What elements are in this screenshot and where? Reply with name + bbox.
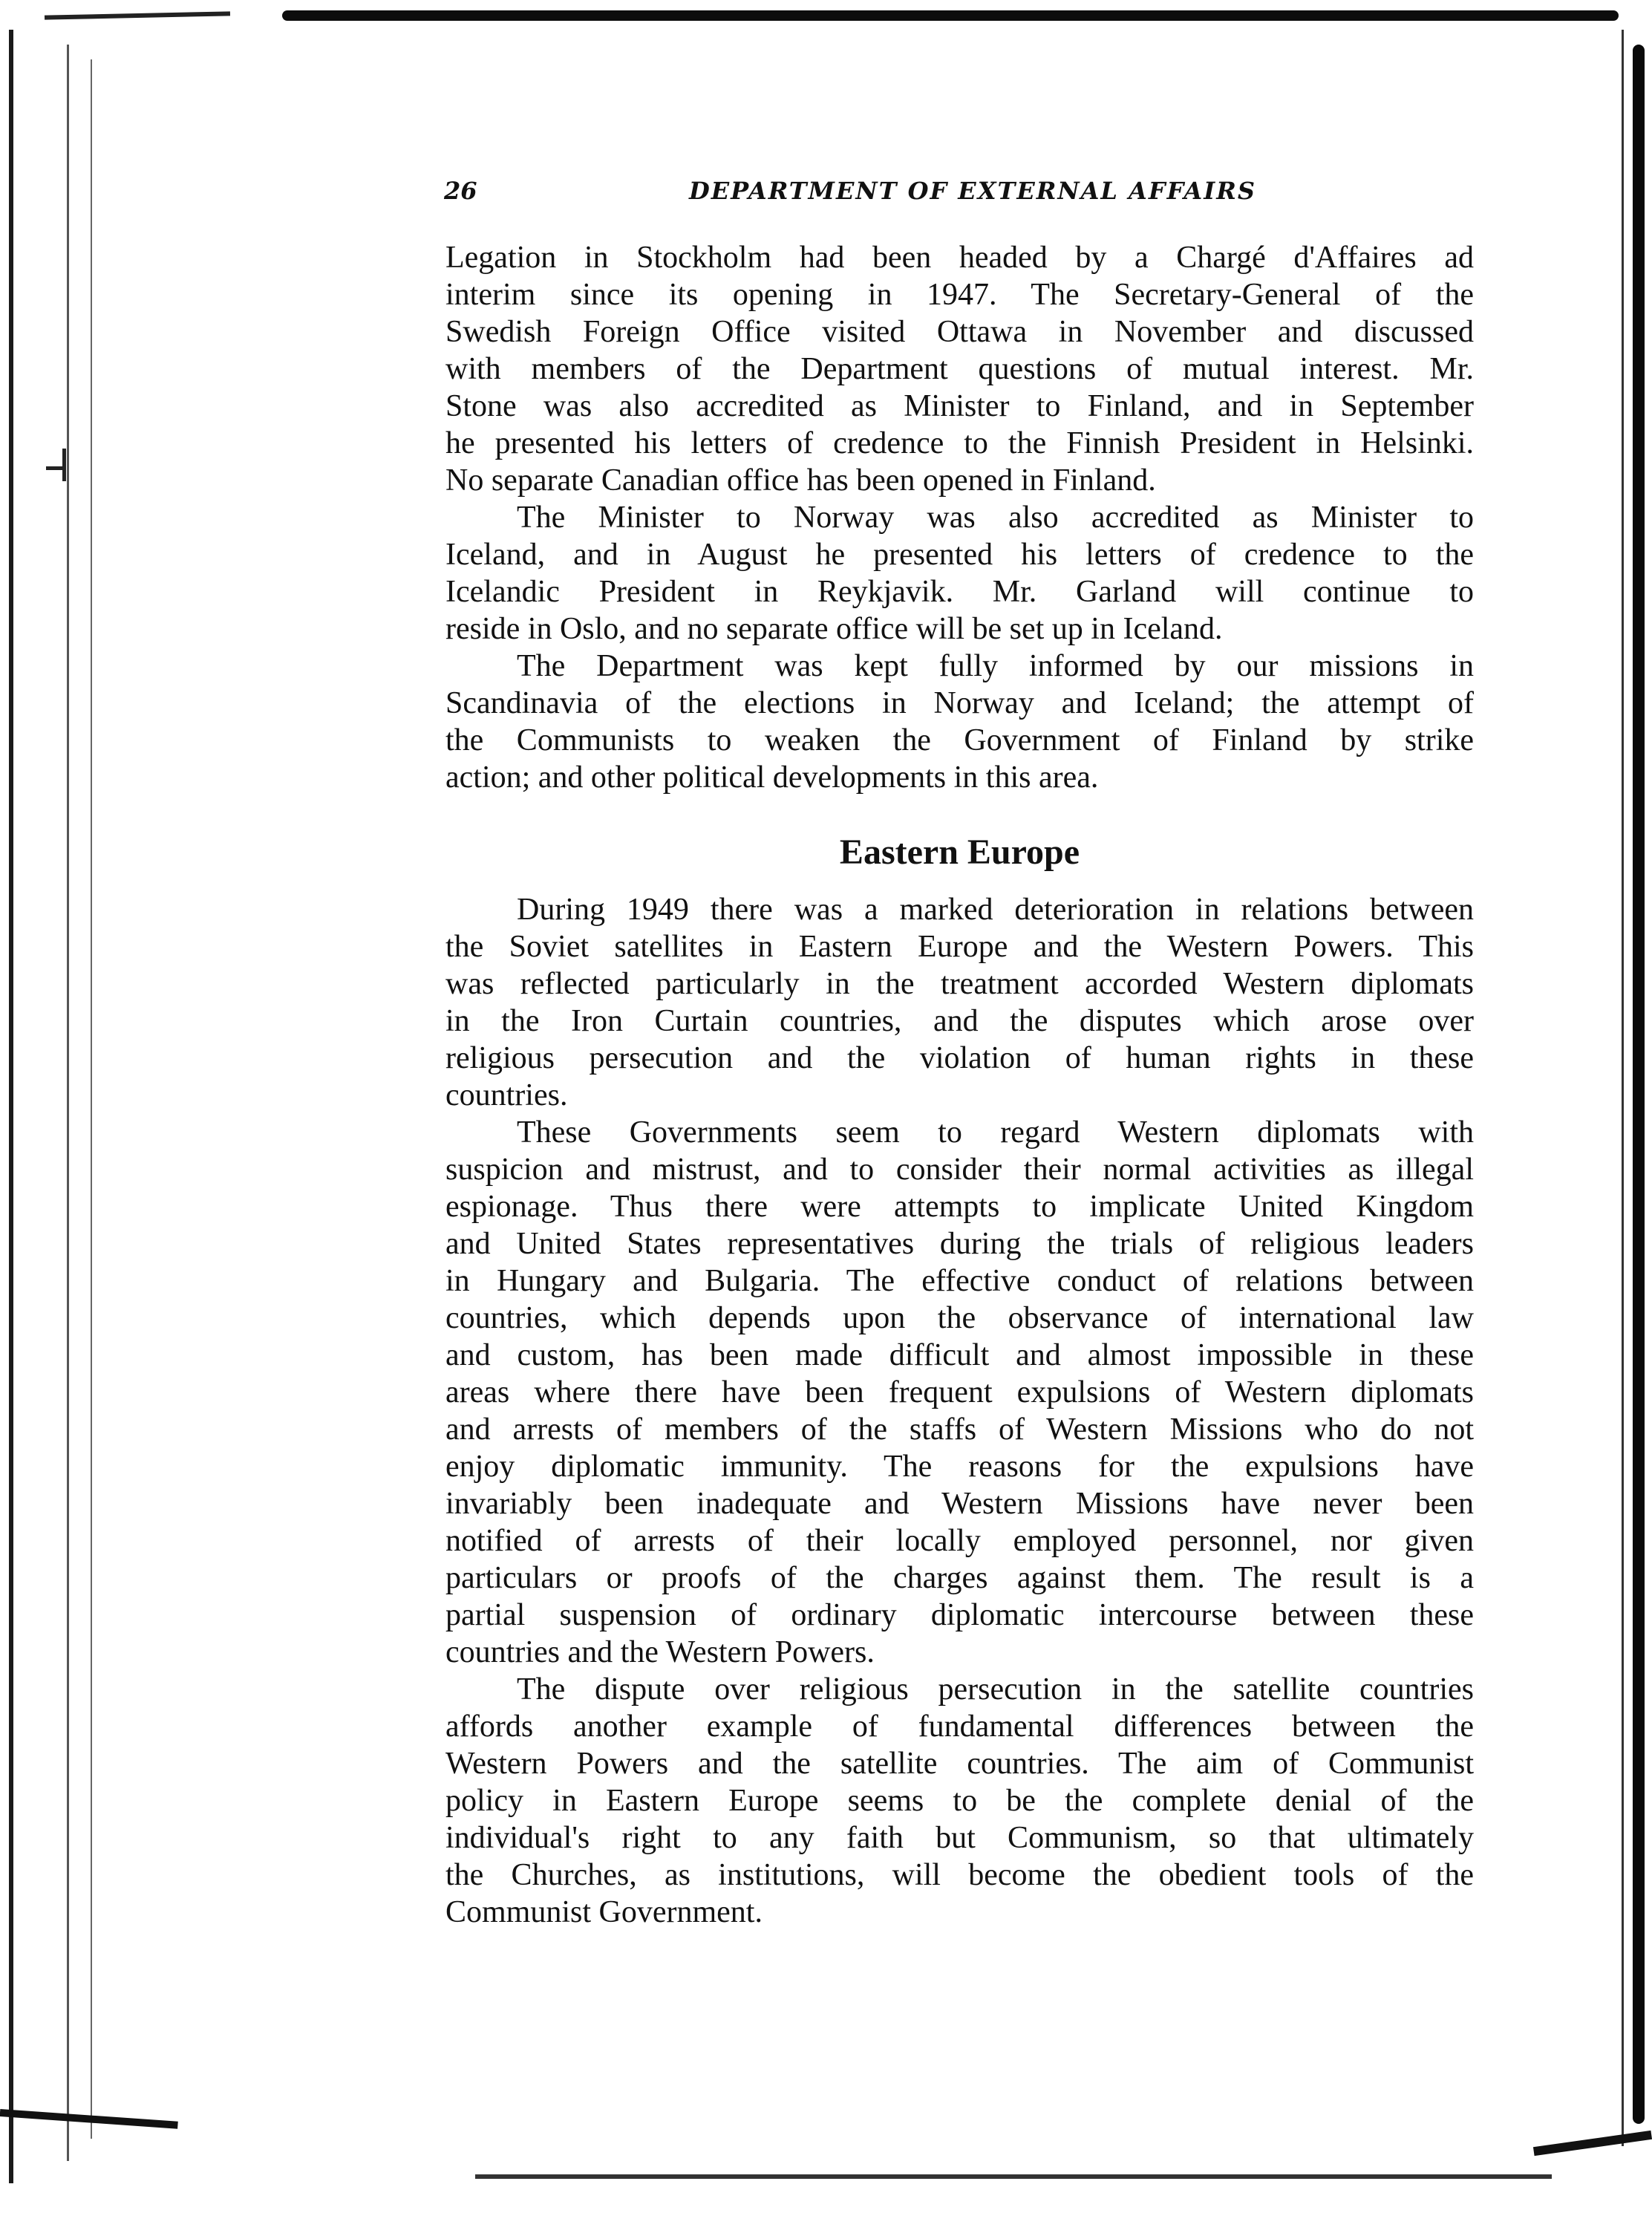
text-line: Stone was also accredited as Minister to Finland, and in September (445, 389, 1474, 423)
scan-border-left-inner (67, 45, 69, 2161)
text-line: and custom, has been made difficult and almost impossible in these (445, 1338, 1474, 1372)
text-line: areas where there have been frequent expulsions of Western diplomats (445, 1375, 1474, 1409)
text-line: notified of arrests of their locally employed personnel, nor given (445, 1524, 1474, 1558)
scan-border-bottom (475, 2174, 1552, 2179)
text-line: was reflected particularly in the treatment accorded Western diplomats (445, 967, 1474, 1001)
scan-border-left (9, 30, 13, 2183)
text-line: the Churches, as institutions, will become the obedient tools of the (445, 1858, 1474, 1892)
text-line: in Hungary and Bulgaria. The effective conduct of relations between (445, 1264, 1474, 1298)
scan-border-left-inner-2 (91, 59, 92, 2139)
scan-border-right (1633, 45, 1645, 2124)
running-head (444, 177, 1283, 214)
text-line: Swedish Foreign Office visited Ottawa in November and discussed (445, 315, 1474, 349)
scan-mark-bottom-left (0, 2109, 178, 2129)
text-line: individual's right to any faith but Communism, so that ultimately (445, 1821, 1474, 1855)
text-line: The dispute over religious persecution in the satellite countries (517, 1672, 1474, 1707)
paragraph-block-scandinavia (445, 239, 1474, 796)
page-number: 26 (444, 177, 477, 205)
text-line: enjoy diplomatic immunity. The reasons for the expulsions have (445, 1450, 1474, 1484)
text-line: particulars or proofs of the charges against them. The result is a (445, 1561, 1474, 1595)
text-line: suspicion and mistrust, and to consider their normal activities as illegal (445, 1153, 1474, 1187)
text-line: Scandinavia of the elections in Norway and Iceland; the attempt of (445, 686, 1474, 720)
text-line: countries. (445, 1078, 568, 1112)
text-line: affords another example of fundamental differences between the (445, 1709, 1474, 1744)
scan-mark-top-left (45, 11, 230, 19)
text-line: These Governments seem to regard Western diplomats with (517, 1115, 1474, 1150)
text-line: religious persecution and the violation of human rights in these (445, 1041, 1474, 1075)
text-line: The Department was kept fully informed by our missions in (517, 649, 1474, 683)
text-line: the Communists to weaken the Government of Finland by strike (445, 723, 1474, 757)
running-title: DEPARTMENT OF EXTERNAL AFFAIRS (689, 177, 1256, 205)
text-line: policy in Eastern Europe seems to be the complete denial of the (445, 1784, 1474, 1818)
text-line: interim since its opening in 1947. The Secretary-General of the (445, 278, 1474, 312)
text-line: No separate Canadian office has been opened in Finland. (445, 463, 1156, 498)
scan-border-top (282, 10, 1619, 21)
scan-margin-mark-vertical (62, 449, 66, 481)
text-line: reside in Oslo, and no separate office will be set up in Iceland. (445, 612, 1223, 646)
text-line: partial suspension of ordinary diplomatic intercourse between these (445, 1598, 1474, 1632)
text-line: Western Powers and the satellite countries. The aim of Communist (445, 1747, 1474, 1781)
text-line: and arrests of members of the staffs of Western Missions who do not (445, 1412, 1474, 1447)
text-line: in the Iron Curtain countries, and the disputes which arose over (445, 1004, 1474, 1038)
text-line: with members of the Department questions of mutual interest. Mr. (445, 352, 1474, 386)
scan-mark-bottom-right (1533, 2131, 1652, 2156)
text-line: action; and other political developments in this area. (445, 760, 1099, 795)
scan-border-right-inner (1622, 30, 1624, 2146)
text-line: the Soviet satellites in Eastern Europe and the Western Powers. This (445, 930, 1474, 964)
text-line: Icelandic President in Reykjavik. Mr. Garland will continue to (445, 575, 1474, 609)
text-line: countries, which depends upon the observance of international law (445, 1301, 1474, 1335)
text-line: invariably been inadequate and Western Missions have never been (445, 1487, 1474, 1521)
text-line: he presented his letters of credence to the Finnish President in Helsinki. (445, 426, 1474, 460)
text-line: countries and the Western Powers. (445, 1635, 875, 1669)
text-line: During 1949 there was a marked deterioration in relations between (517, 893, 1474, 927)
text-line: Legation in Stockholm had been headed by a Chargé d'Affaires ad (445, 241, 1474, 275)
text-line: Communist Government. (445, 1895, 763, 1929)
section-heading: Eastern Europe (839, 832, 1080, 872)
text-line: The Minister to Norway was also accredited as Minister to (517, 501, 1474, 535)
text-line: espionage. Thus there were attempts to implicate United Kingdom (445, 1190, 1474, 1224)
text-line: and United States representatives during the trials of religious leaders (445, 1227, 1474, 1261)
text-line: Iceland, and in August he presented his letters of credence to the (445, 538, 1474, 572)
paragraph-block-eastern-europe (445, 891, 1474, 1931)
